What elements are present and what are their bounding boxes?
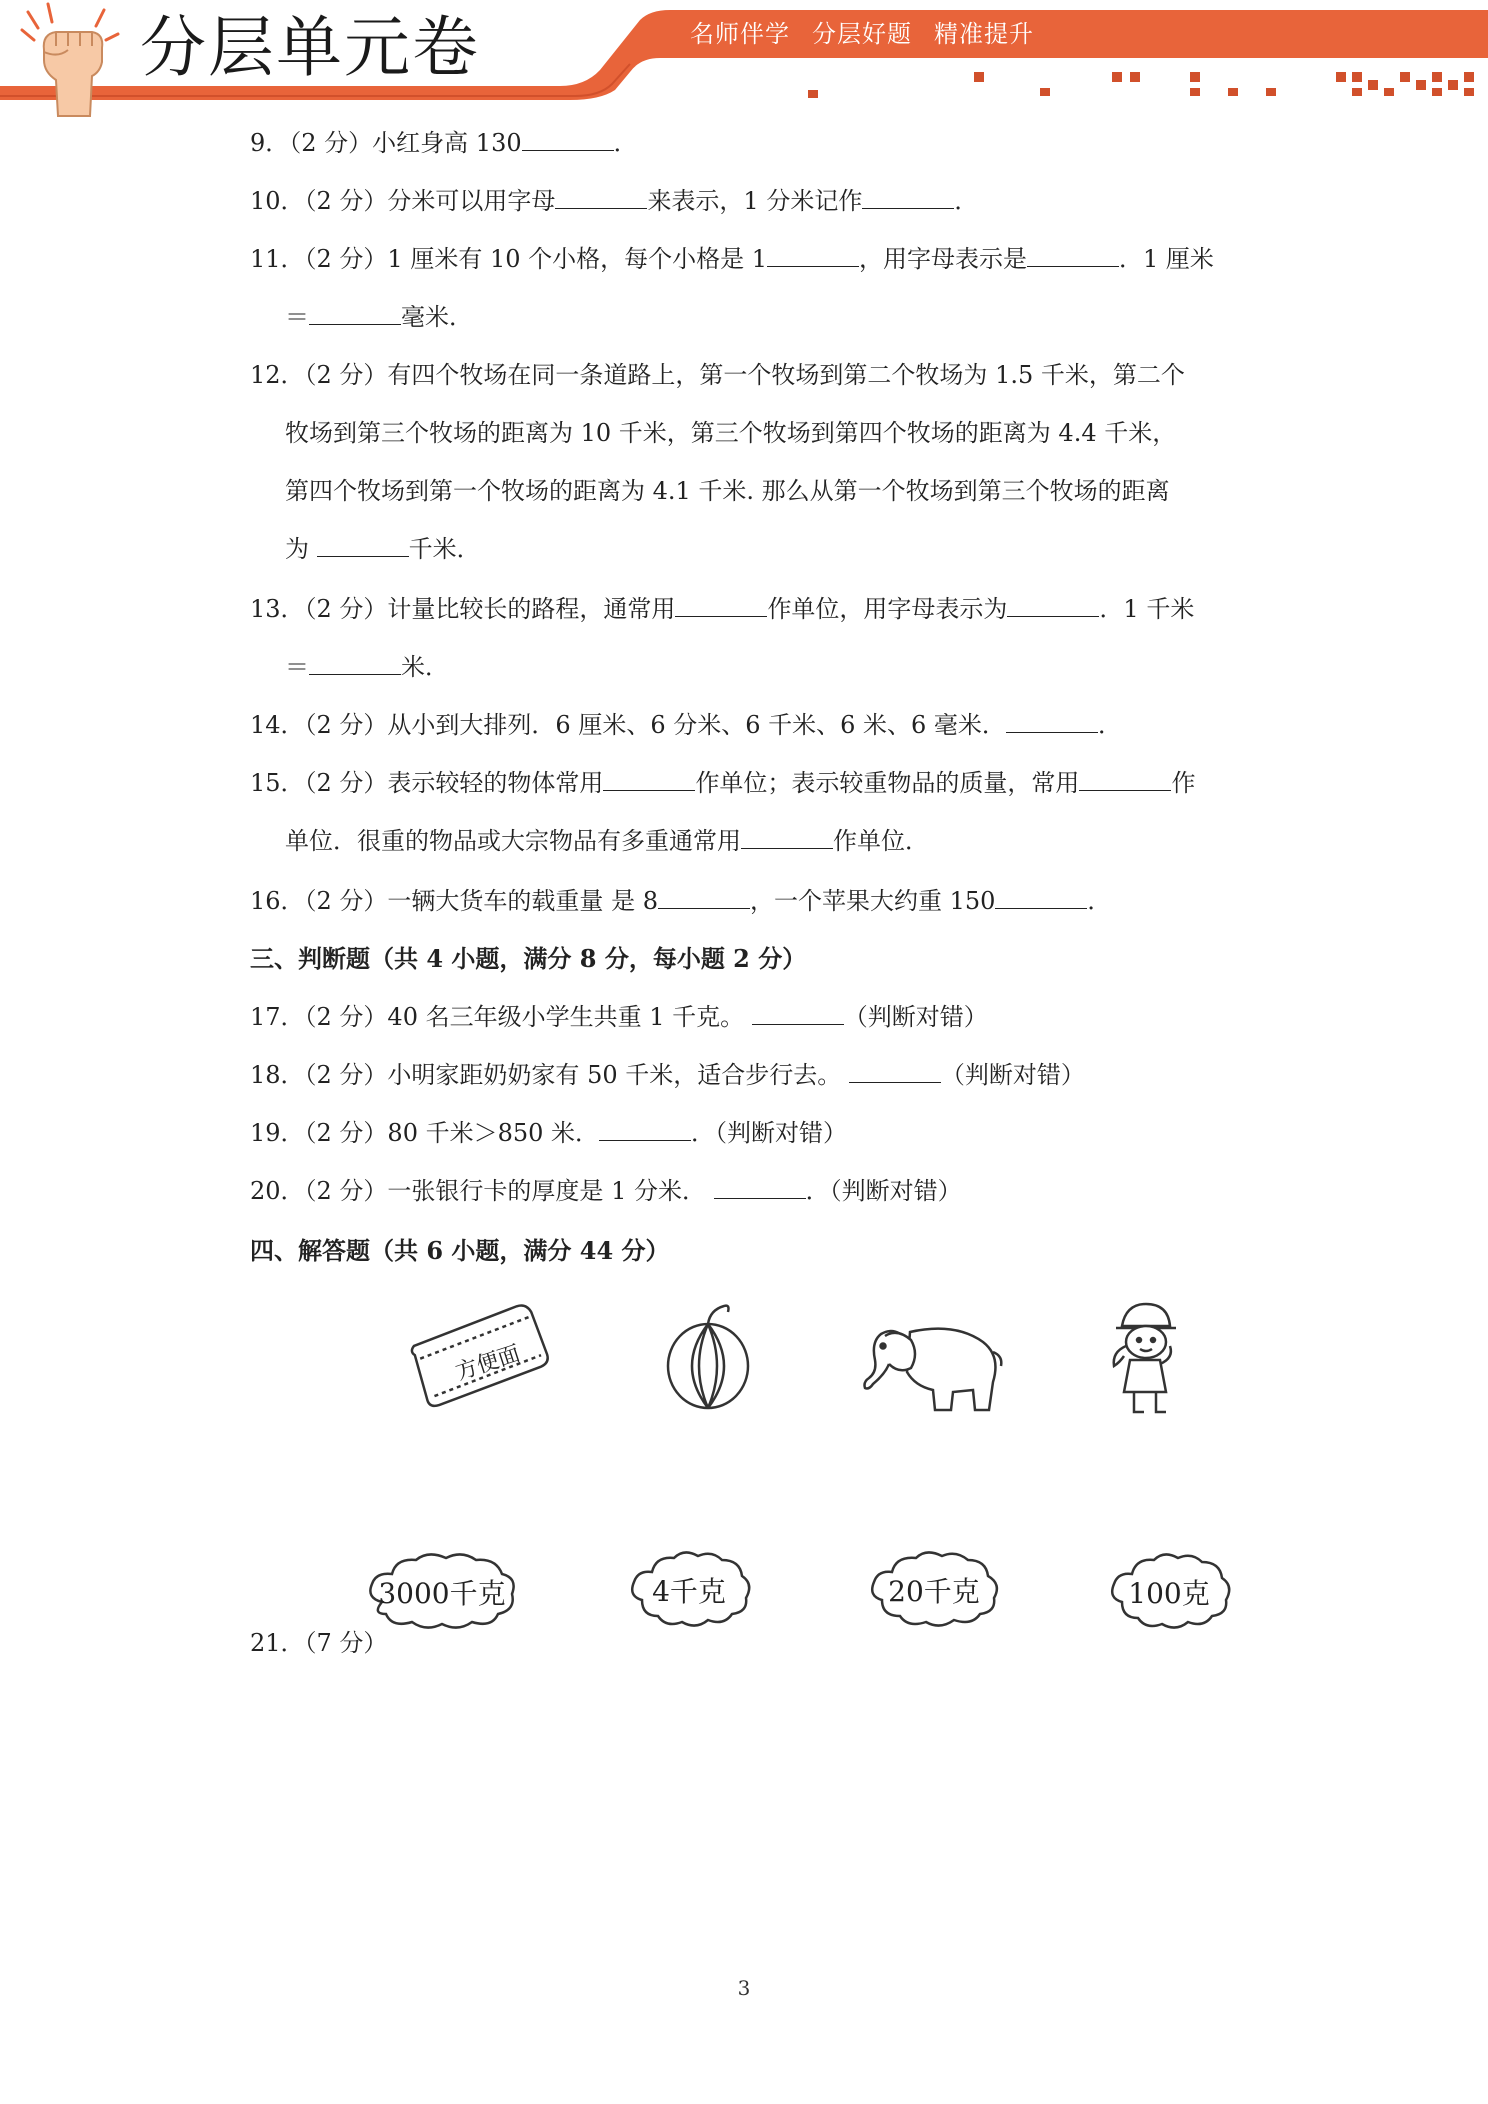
slogan-item: 分层好题: [812, 20, 912, 48]
question-text: ．: [954, 187, 979, 215]
question-9: [250, 126, 638, 160]
question-text: ＝: [285, 653, 309, 681]
question-text: 15．（2 分）表示较轻的物体常用: [250, 769, 604, 797]
question-12-line-3: 第四个牧场到第一个牧场的距离为 4.1 千米. 那么从第一个牧场到第三个牧场的距离: [285, 477, 1170, 505]
fist-logo-icon: [8, 0, 128, 120]
question-text: ．1 千米: [1099, 595, 1195, 623]
question-text: 19．（2 分）80 千米＞850 米．: [250, 1119, 600, 1147]
question-12: 12．（2 分）有四个牧场在同一条道路上，第一个牧场到第二个牧场为 1.5 千米，第二个: [250, 361, 1185, 389]
package-label: 方便面: [452, 1341, 524, 1386]
question-text: 作: [1171, 769, 1196, 797]
answer-blank[interactable]: [741, 825, 833, 849]
question-10: [250, 184, 978, 218]
answer-blank[interactable]: [522, 127, 614, 151]
question-text: 来表示，1 分米记作: [647, 187, 863, 215]
question-text: 20．（2 分）一张银行卡的厚度是 1 分米．: [250, 1177, 714, 1205]
question-text: ．: [1087, 887, 1112, 915]
question-12-line-4: [285, 532, 481, 566]
answer-blank[interactable]: [1027, 243, 1119, 267]
weight-label: 4千克: [652, 1575, 726, 1608]
question-text: ＝: [285, 303, 309, 331]
answer-blank[interactable]: [1079, 767, 1171, 791]
question-text: ，一个苹果大约重 150: [749, 887, 996, 915]
question-text: 10．（2 分）分米可以用字母: [250, 187, 556, 215]
header-slogan: [690, 18, 1056, 50]
question-16: [250, 884, 1111, 918]
question-11: [250, 242, 1214, 276]
weight-label: 20千克: [888, 1575, 980, 1608]
answer-blank[interactable]: [752, 1001, 844, 1025]
question-text: ．1 厘米: [1119, 245, 1214, 273]
question-text: 米．: [401, 653, 449, 681]
question-12-line-2: 牧场到第三个牧场的距离为 10 千米，第三个牧场到第四个牧场的距离为 4.4 千米，: [285, 419, 1177, 447]
question-text: ．: [613, 129, 638, 157]
question-21: 21．（7 分）: [250, 1629, 388, 1657]
question-13: [250, 592, 1194, 626]
question-text: 单位．很重的物品或大宗物品有多重通常用: [285, 827, 741, 855]
question-18: [250, 1058, 1085, 1092]
elephant-icon: [855, 1312, 1005, 1417]
question-20: [250, 1174, 962, 1208]
question-text: 千米．: [408, 535, 481, 563]
question-text: 13．（2 分）计量比较长的路程，通常用: [250, 595, 676, 623]
answer-blank[interactable]: [1006, 709, 1098, 733]
question-19: [250, 1116, 847, 1150]
answer-blank[interactable]: [658, 885, 750, 909]
question-text: 9．（2 分）小红身高 130: [250, 129, 522, 157]
question-text: （判断对错）: [843, 1003, 988, 1031]
question-text: ．: [1097, 711, 1122, 739]
question-17: [250, 1000, 988, 1034]
question-text: 16．（2 分）一辆大货车的载重量 是 8: [250, 887, 658, 915]
question-15-continued: [285, 824, 929, 858]
answer-blank[interactable]: [599, 1117, 691, 1141]
question-text: 毫米．: [401, 303, 473, 331]
answer-blank[interactable]: [862, 185, 954, 209]
answer-blank[interactable]: [767, 243, 859, 267]
question-text: 14．（2 分）从小到大排列．6 厘米、6 分米、6 千米、6 米、6 毫米．: [250, 711, 1006, 739]
answer-blank[interactable]: [675, 593, 767, 617]
slogan-item: 名师伴学: [690, 20, 790, 48]
question-13-continued: [285, 650, 449, 684]
weight-label: 3000千克: [378, 1577, 506, 1610]
question-text: ，用字母表示是: [859, 245, 1028, 273]
question-text: ．（判断对错）: [691, 1119, 848, 1147]
question-15: [250, 766, 1195, 800]
section-heading: 四、解答题（共 6 小题，满分 44 分）: [250, 1236, 670, 1265]
question-text: 17．（2 分）40 名三年级小学生共重 1 千克。: [250, 1003, 752, 1031]
section-heading: 三、判断题（共 4 小题，满分 8 分，每小题 2 分）: [250, 944, 807, 973]
answer-blank[interactable]: [714, 1175, 806, 1199]
question-text: 11．（2 分）1 厘米有 10 个小格，每个小格是 1: [250, 245, 768, 273]
question-text: 为: [285, 535, 317, 563]
series-title: 分层单元卷: [140, 9, 480, 86]
weight-label: 100克: [1128, 1577, 1210, 1610]
page-number: 3: [737, 1976, 751, 2000]
watermelon-icon: [660, 1298, 760, 1418]
slogan-item: 精准提升: [934, 20, 1034, 48]
answer-blank[interactable]: [309, 651, 401, 675]
girl-icon: [1100, 1296, 1190, 1421]
question-text: 作单位；表示较重物品的质量，常用: [695, 769, 1080, 797]
question-14: [250, 708, 1122, 742]
answer-blank[interactable]: [309, 301, 401, 325]
answer-blank[interactable]: [849, 1059, 941, 1083]
answer-blank[interactable]: [555, 185, 647, 209]
question-text: 作单位．: [833, 827, 929, 855]
question-11-continued: [285, 300, 473, 334]
answer-blank[interactable]: [603, 767, 695, 791]
instant-noodles-icon: [400, 1290, 560, 1420]
question-text: ．（判断对错）: [805, 1177, 962, 1205]
answer-blank[interactable]: [317, 533, 409, 557]
question-text: 作单位，用字母表示为: [767, 595, 1008, 623]
page-header: [0, 0, 1488, 120]
answer-blank[interactable]: [1007, 593, 1099, 617]
question-text: （判断对错）: [940, 1061, 1085, 1089]
answer-blank[interactable]: [995, 885, 1087, 909]
question-text: 18．（2 分）小明家距奶奶家有 50 千米，适合步行去。: [250, 1061, 849, 1089]
